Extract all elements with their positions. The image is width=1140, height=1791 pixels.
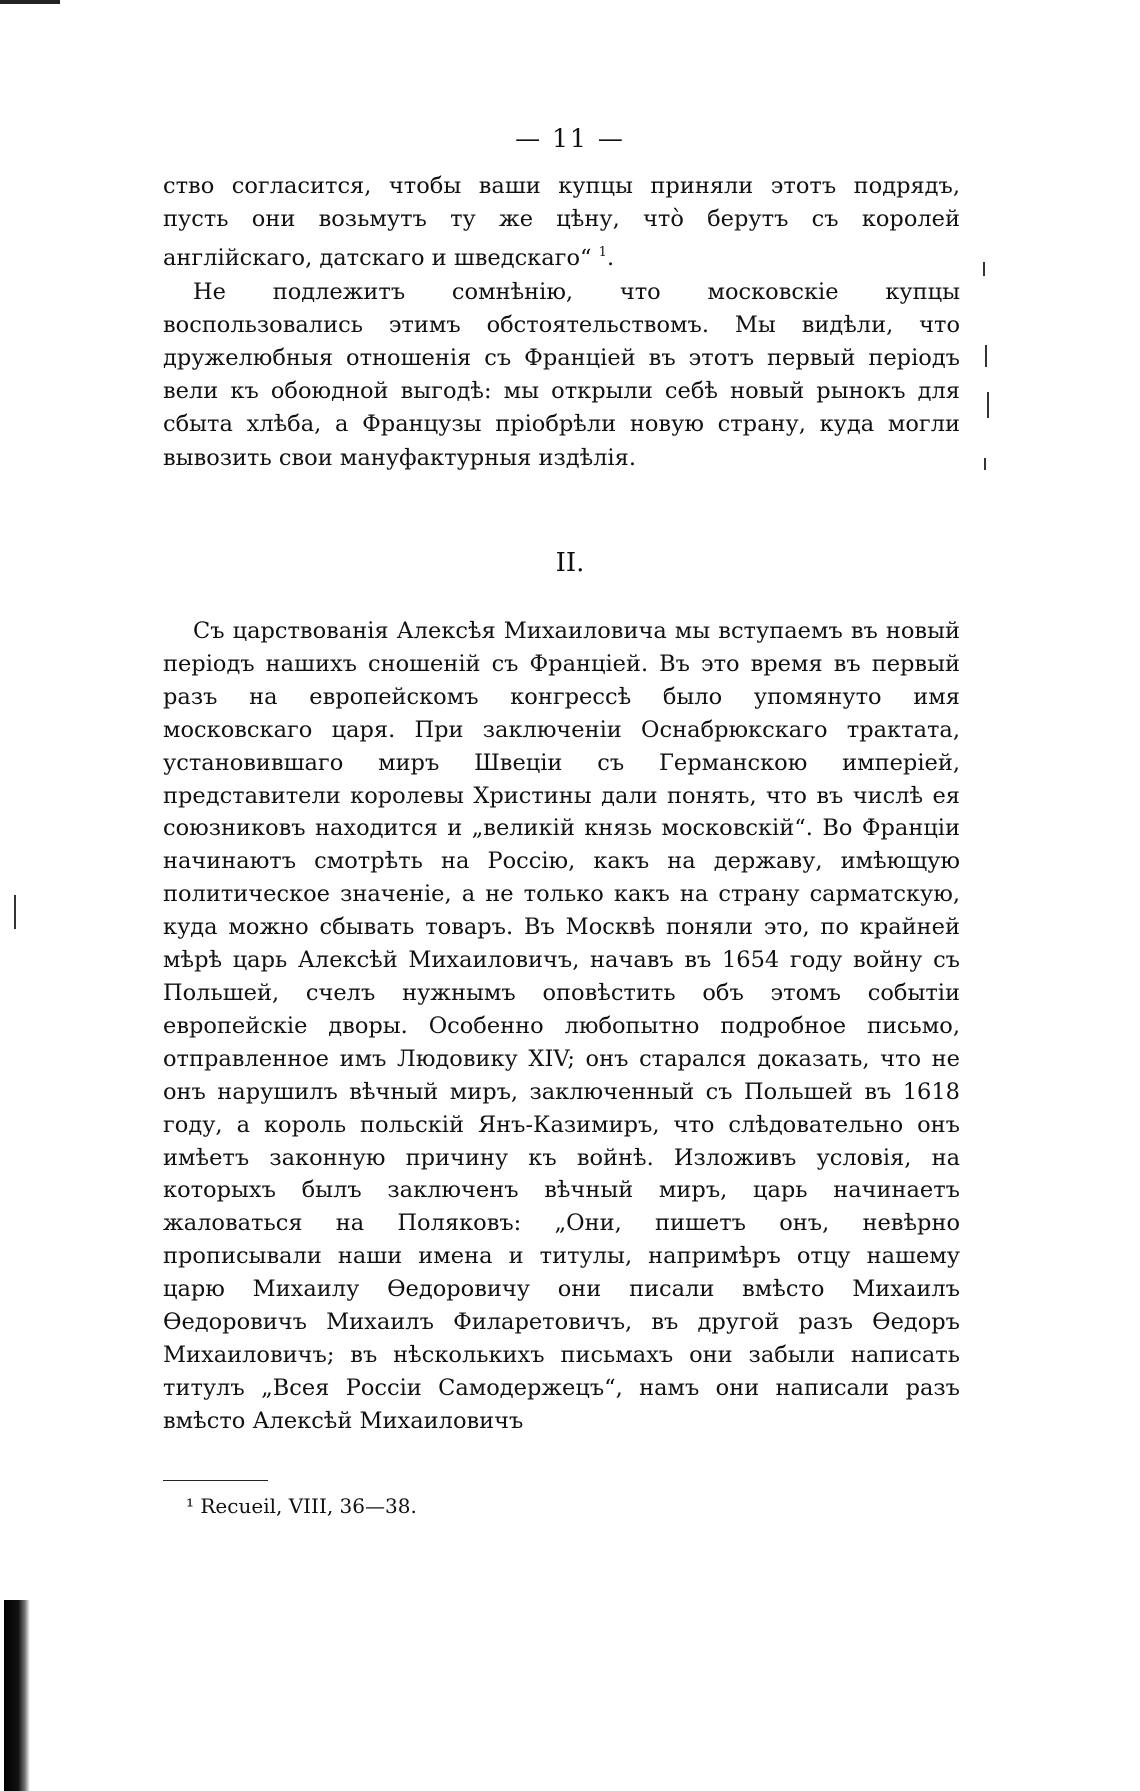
text-block-section bbox=[163, 615, 960, 1438]
page-number: — 11 — bbox=[515, 124, 625, 153]
paragraph: Не подлежитъ сомнѣнію, что московскіе купцы воспользовались этимъ обстоятельствомъ. Мы видѣли, что дружелюбныя отношенія съ Франціей въ этотъ первый періодъ вели къ обоюдной выгодѣ: мы открыли себѣ новый рынокъ для сбыта хлѣба, а Французы пріобрѣли новую страну, куда могли вывозить свои мануфактурныя издѣлія. bbox=[163, 278, 960, 471]
scan-mark bbox=[984, 458, 986, 470]
footnote-marker: 1 bbox=[598, 245, 607, 261]
scan-edge-top bbox=[0, 0, 60, 4]
scan-edge-shadow bbox=[4, 1600, 30, 1791]
paragraph-continuation-text: ство согласится, чтобы ваши купцы приняли этотъ подрядъ, пусть они возьмутъ ту же цѣну, что̀ берутъ съ королей англійскаго, датскаго и шведскаго“ bbox=[163, 173, 960, 272]
footnote: ¹ Recueil, VIII, 36—38. bbox=[186, 1494, 417, 1518]
scan-mark bbox=[985, 345, 987, 367]
scan-mark bbox=[14, 895, 16, 929]
scan-mark bbox=[983, 262, 985, 276]
paragraph-continuation: ство согласится, чтобы ваши купцы приняли этотъ подрядъ, пусть они возьмутъ ту же цѣну, что̀ берутъ съ королей англійскаго, датскаго и шведскаго“ $^1$. bbox=[163, 173, 960, 272]
text-block-top bbox=[163, 170, 960, 475]
scan-mark bbox=[987, 392, 989, 418]
footnote-rule bbox=[163, 1480, 268, 1481]
section-heading: II. bbox=[555, 548, 585, 578]
paragraph: Съ царствованія Алексѣя Михаиловича мы вступаемъ въ новый періодъ нашихъ сношеній съ Франціей. Въ это время въ первый разъ на европейскомъ конгрессѣ было упомянуто имя московскаго царя. При заключеніи Оснабрюкскаго трактата, установившаго миръ Швеціи съ Германскою имперіей, представители королевы Христины дали понять, что въ числѣ ея союзниковъ находится и „великій князь московскій“. Во Франціи начинаютъ смотрѣть на Россію, какъ на державу, имѣющую политическое значеніе, а не только какъ на страну сарматскую, куда можно сбывать товаръ. Въ Москвѣ поняли это, по крайней мѣрѣ царь Алексѣй Михаиловичъ, начавъ въ 1654 году войну съ Польшей, счелъ нужнымъ оповѣстить объ этомъ событіи европейскіе дворы. Особенно любопытно подробное письмо, отправленное имъ Людовику XIV; онъ старался доказать, что не онъ нарушилъ вѣчный миръ, заключенный съ Польшей въ 1618 году, а король польскій Янъ-Казимиръ, что слѣдовательно онъ имѣетъ законную причину къ войнѣ. Изложивъ условія, на которыхъ былъ заключенъ вѣчный миръ, царь начинаетъ жаловаться на Поляковъ: „Они, пишетъ онъ, невѣрно прописывали наши имена и титулы, напримѣръ отцу нашему царю Михаилу Ѳедоровичу они писали вмѣсто Михаилъ Ѳедоровичъ Михаилъ Филаретовичъ, въ другой разъ Ѳедоръ Михаиловичъ; въ нѣсколькихъ письмахъ они забыли написать титулъ „Всея Россіи Самодержецъ“, намъ они написали разъ вмѣсто Алексѣй Михаиловичъ bbox=[163, 618, 960, 1434]
